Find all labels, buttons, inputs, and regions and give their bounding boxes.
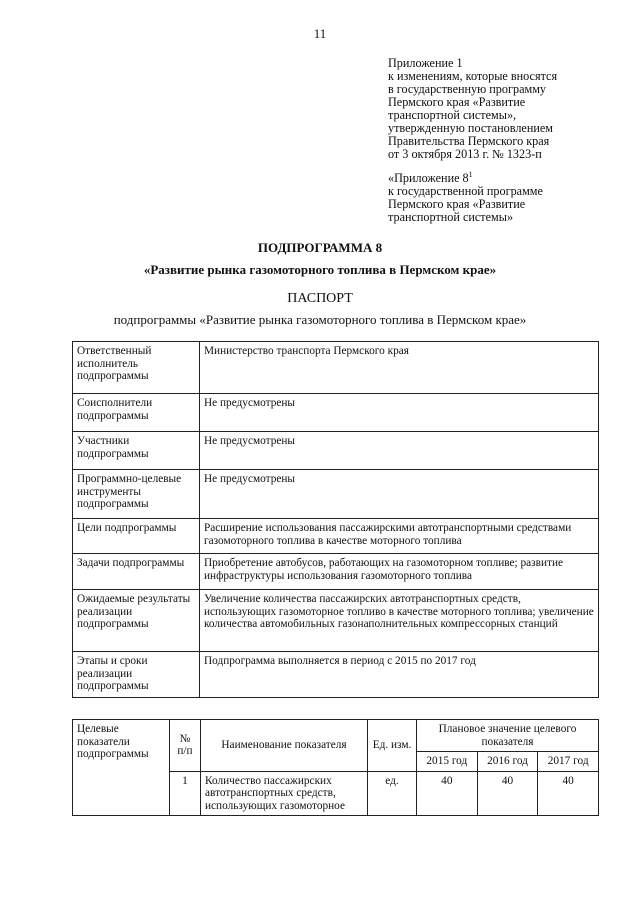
passport-label: Участники подпрограммы (73, 432, 200, 470)
passport-label: Цели подпрограммы (73, 519, 200, 554)
passport-value: Министерство транспорта Пермского края (200, 342, 599, 394)
table-header-row (73, 720, 599, 752)
passport-value: Не предусмотрены (200, 470, 599, 519)
appendix1-line: Пермского края «Развитие (388, 95, 526, 109)
appendix8-superscript: 1 (468, 169, 473, 179)
column-header-year: 2016 год (477, 752, 538, 772)
passport-label: Этапы и сроки реализации подпрограммы (73, 652, 200, 698)
appendix1-line: утвержденную постановлением (388, 121, 554, 135)
table-row (73, 342, 599, 394)
passport-value: Не предусмотрены (200, 432, 599, 470)
target-indicators-table (72, 719, 599, 816)
table-row (73, 394, 599, 432)
passport-value: Увеличение количества пассажирских автотранспортных средств, использующих газомоторное топливо в качестве моторного топлива; увеличение количества автомобильных газонаполнительных компрессорных станций (200, 590, 599, 652)
column-header-year: 2017 год (538, 752, 599, 772)
appendix1-line: от 3 октября 2013 г. № 1323-п (388, 147, 542, 161)
target-label-cell: Целевые показатели подпрограммы (73, 720, 170, 816)
page-number: 11 (313, 26, 327, 41)
appendix1-line: транспортной системы», (388, 108, 517, 122)
row-value: 40 (477, 771, 538, 816)
appendix1-line: к изменениям, которые вносятся (388, 69, 558, 83)
passport-label: Соисполнители подпрограммы (73, 394, 200, 432)
table-row (73, 590, 599, 652)
appendix1-line: Правительства Пермского края (388, 134, 550, 148)
passport-value: Подпрограмма выполняется в период с 2015 по 2017 год (200, 652, 599, 698)
passport-label: Задачи подпрограммы (73, 554, 200, 590)
appendix8-line: к государственной программе (388, 184, 543, 198)
passport-value: Приобретение автобусов, работающих на газомоторном топливе; развитие инфраструктуры использования газомоторного топлива (200, 554, 599, 590)
column-header-plan: Плановое значение целевого показателя (417, 720, 599, 752)
row-value: 40 (417, 771, 478, 816)
appendix-block (388, 57, 628, 224)
subprogram-title: ПОДПРОГРАММА 8 (257, 240, 383, 255)
table-row (73, 470, 599, 519)
row-name: Количество пассажирских автотранспортных средств, использующих газомоторное (201, 771, 368, 816)
column-header-name: Наименование показателя (201, 720, 368, 772)
appendix1-line: в государственную программу (388, 82, 547, 96)
row-num: 1 (170, 771, 201, 816)
table-row (73, 554, 599, 590)
passport-title: ПАСПОРТ (287, 291, 353, 306)
appendix8-line: транспортной системы» (388, 210, 514, 224)
subprogram-name: «Развитие рынка газомоторного топлива в Пермском крае» (143, 262, 497, 277)
passport-value: Не предусмотрены (200, 394, 599, 432)
passport-label: Ответственный исполнитель подпрограммы (73, 342, 200, 394)
appendix1-line: Приложение 1 (388, 56, 463, 70)
table-row (73, 652, 599, 698)
passport-value: Расширение использования пассажирскими автотранспортными средствами газомоторного топлива в качестве моторного топлива (200, 519, 599, 554)
passport-subtitle: подпрограммы «Развитие рынка газомоторного топлива в Пермском крае» (113, 312, 527, 327)
row-unit: ед. (368, 771, 417, 816)
appendix8-title: «Приложение $8^1$ (388, 169, 473, 185)
table-row (73, 519, 599, 554)
passport-table (72, 341, 599, 698)
table-row (73, 432, 599, 470)
column-header-unit: Ед. изм. (368, 720, 417, 772)
passport-label: Ожидаемые результаты реализации подпрограммы (73, 590, 200, 652)
passport-label: Программно-целевые инструменты подпрограммы (73, 470, 200, 519)
column-header-year: 2015 год (417, 752, 478, 772)
appendix8-line: Пермского края «Развитие (388, 197, 526, 211)
row-value: 40 (538, 771, 599, 816)
column-header-num: № п/п (170, 720, 201, 772)
